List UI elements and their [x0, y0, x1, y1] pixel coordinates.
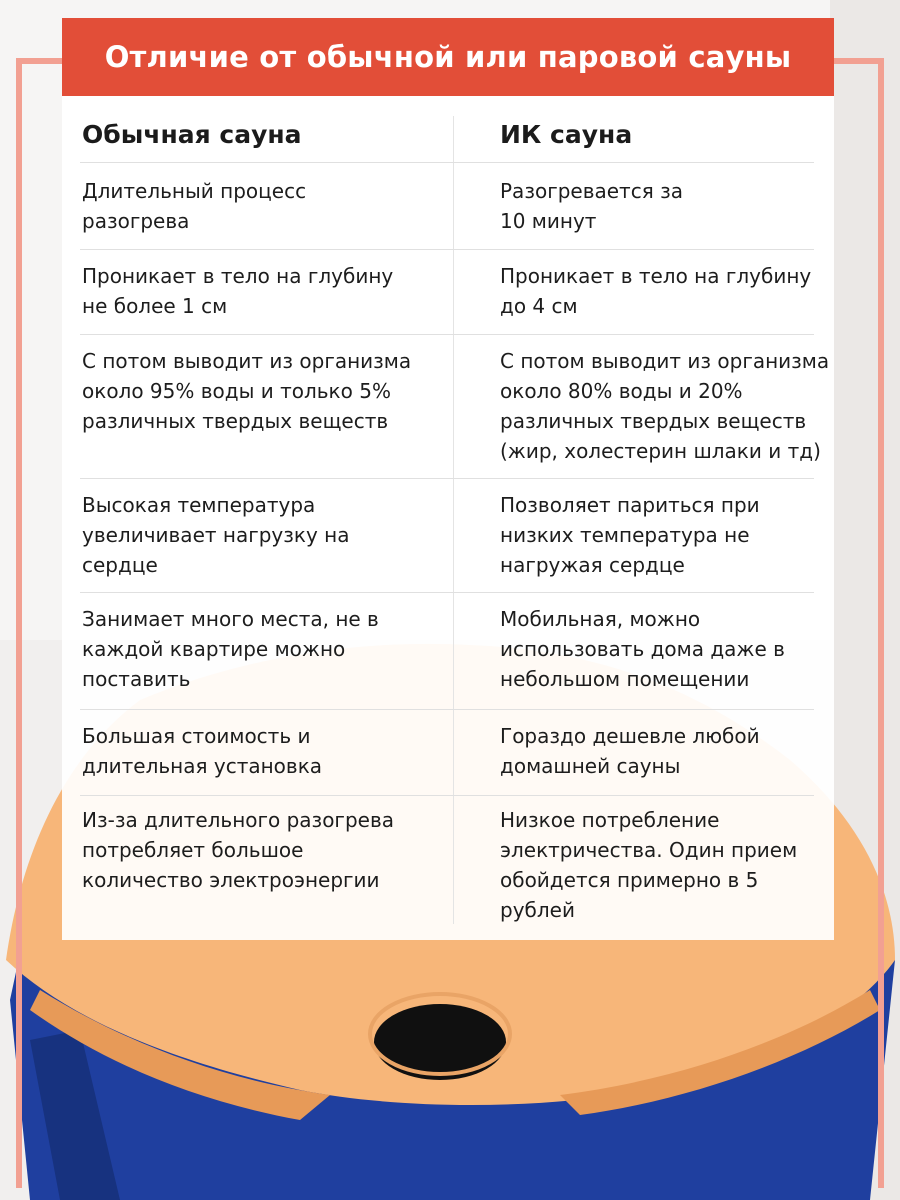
column-header-ir-sauna: ИК сауна: [500, 120, 633, 149]
ir-sauna-cell: Мобильная, можно использовать дома даже в небольшом помещении: [500, 607, 785, 691]
table-header-row: [80, 116, 814, 163]
regular-sauna-cell: Занимает много места, не в каждой квартире можно поставить: [82, 607, 379, 691]
regular-sauna-cell: Высокая температура увеличивает нагрузку на сердце: [82, 493, 350, 577]
ir-sauna-cell: Гораздо дешевле любой домашней сауны: [500, 724, 760, 778]
regular-sauna-cell: Длительный процесс разогрева: [82, 179, 307, 233]
table-row: [80, 334, 830, 479]
table-row: [80, 795, 814, 935]
page-title: Отличие от обычной или паровой сауны: [104, 40, 792, 74]
ir-sauna-cell: С потом выводит из организма около 80% воды и 20% различных твердых веществ (жир, холестерин шлаки и тд): [500, 349, 830, 463]
comparison-table: [62, 96, 834, 940]
ir-sauna-cell: Разогревается за 10 минут: [500, 179, 683, 233]
regular-sauna-cell: Проникает в тело на глубину не более 1 см: [82, 264, 394, 318]
table-row: [80, 709, 814, 796]
title-banner: [62, 18, 834, 96]
column-header-regular-sauna: Обычная сауна: [82, 120, 302, 149]
ir-sauna-cell: Низкое потребление электричества. Один прием обойдется примерно в 5 рублей: [500, 808, 798, 922]
table-row: [80, 162, 814, 250]
ir-sauna-cell: Проникает в тело на глубину до 4 см: [500, 264, 812, 318]
table-row: [80, 592, 814, 710]
ir-sauna-cell: Позволяет париться при низких температура не нагружая сердце: [500, 493, 760, 577]
regular-sauna-cell: С потом выводит из организма около 95% воды и только 5% различных твердых веществ: [82, 349, 412, 433]
table-row: [80, 478, 814, 593]
table-row: [80, 249, 814, 335]
regular-sauna-cell: Большая стоимость и длительная установка: [82, 724, 323, 778]
regular-sauna-cell: Из-за длительного разогрева потребляет большое количество электроэнергии: [82, 808, 394, 892]
